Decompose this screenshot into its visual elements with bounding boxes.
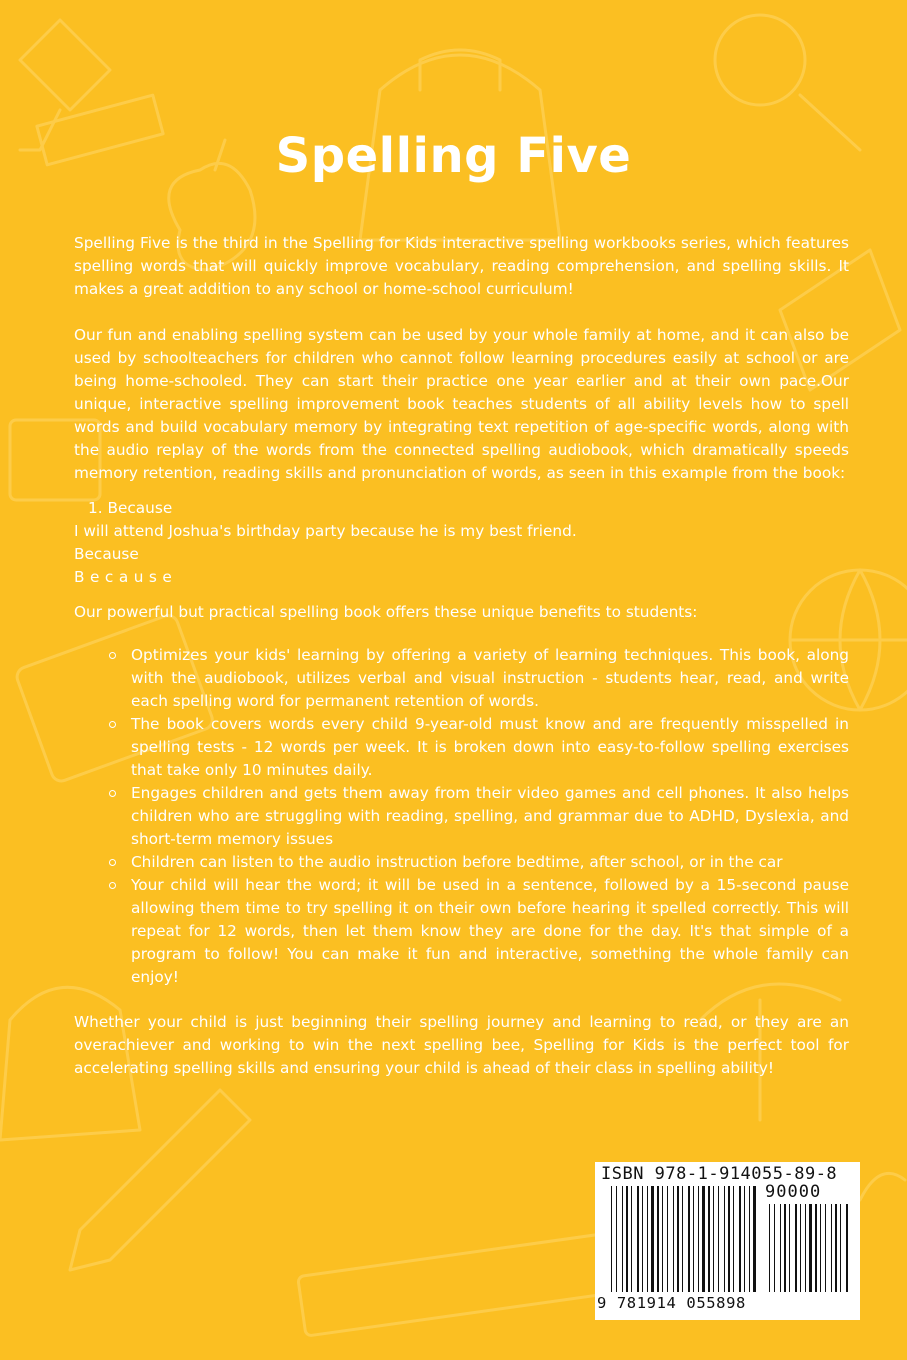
barcode-bar [677,1186,679,1292]
barcode-bar [728,1186,730,1292]
barcode-bar [753,1186,756,1292]
spelling-example [74,497,849,589]
barcode-bar [774,1204,775,1292]
barcode-bars [609,1186,849,1296]
barcode-bar [825,1204,826,1292]
barcode-bar [702,1186,705,1292]
barcode-bar [651,1186,654,1292]
barcode-bar [744,1186,745,1292]
barcode-bar [835,1204,837,1292]
benefits-intro: Our powerful but practical spelling book offers these unique benefits to students: [74,603,698,621]
barcode-bar [749,1186,750,1292]
system-paragraph: Our fun and enabling spelling system can be used by your whole family at home, and it can also be used by schoolteachers for children who cannot follow learning procedures easily at school or are being home-schooled. They can start their practice one year earlier and at their own pace.Our unique, interactive spelling improvement book teaches students of all ability levels how to spell words and build vocabulary memory by integrating text repetition of age-specific words, along with the audio replay of the words from the connected spelling audiobook, which dramatically speeds memory retention, reading skills and pronunciation of words, as seen in this example from the book: [74,326,849,482]
benefit-item: Optimizes your kids' learning by offering a variety of learning techniques. This book, along with the audiobook, utilizes verbal and visual instruction - students hear, read, and write each spelling word for permanent retention of words. [131,644,849,713]
barcode-bar [840,1204,841,1292]
barcode-bar [637,1186,639,1292]
barcode-bar [688,1186,690,1292]
barcode-bar [724,1186,725,1292]
closing-paragraph: Whether your child is just beginning their spelling journey and learning to read, or they are an overachiever and working to win the next spelling bee, Spelling for Kids is the perfect tool for accelerating spelling skills and ensuring your child is ahead of their class in spelling ability! [74,1013,849,1077]
barcode-bar [815,1204,817,1292]
barcode-bar [795,1204,797,1292]
pencil-doodle [70,1090,250,1270]
barcode-bar [809,1204,812,1292]
barcode-bar [718,1186,719,1292]
example-sentence: I will attend Joshua's birthday party because he is my best friend. [74,522,577,540]
barcode-bar [784,1204,786,1292]
barcode-bar [831,1204,832,1292]
example-word-line [74,497,849,520]
example-word: Because [107,499,173,517]
barcode-bar [631,1186,632,1292]
back-cover-text [74,232,849,1080]
barcode-bar [780,1204,781,1292]
barcode-bar [611,1186,612,1292]
book-title: Spelling Five [275,128,632,184]
barcode-bar [626,1186,628,1292]
barcode-bar [739,1186,741,1292]
benefits-list [74,644,849,989]
barcode-bar [708,1186,710,1292]
example-spelled: Because [74,568,178,586]
barcode-bar [713,1186,714,1292]
barcode-bar [673,1186,674,1292]
barcode-bar [805,1204,806,1292]
barcode-bar [622,1186,623,1292]
benefit-item: Your child will hear the word; it will be used in a sentence, followed by a 15-second pause allowing them time to try spelling it on their own before hearing it spelled correctly. This will repeat for 12 words, then let them know they are done for the day. It's that simple of a program to follow! You can make it fun and interactive, something the whole family can enjoy! [131,874,849,989]
barcode-bar [800,1204,801,1292]
example-number: 1. [88,499,103,517]
benefit-item: Engages children and gets them away from their video games and cell phones. It also helps children who are struggling with reading, spelling, and grammar due to ADHD, Dyslexia, and short-term memory issues [131,782,849,851]
barcode-bar [733,1186,734,1292]
barcode-bar [769,1204,770,1292]
barcode-bar [698,1186,699,1292]
benefit-item: The book covers words every child 9-year-old must know and are frequently misspelled in spelling tests - 12 words per week. It is broken down into easy-to-follow spelling exercises that take only 10 minutes daily. [131,713,849,782]
barcode-bar [682,1186,683,1292]
intro-paragraph: Spelling Five is the third in the Spelling for Kids interactive spelling workbooks series, which features spelling words that will quickly improve vocabulary, reading comprehension, and spelling skills. It makes a great addition to any school or home-school curriculum! [74,234,849,298]
barcode-bar [789,1204,790,1292]
ean-number: 9 781914 055898 [597,1294,746,1312]
barcode-bar [616,1186,617,1292]
benefit-item: Children can listen to the audio instruction before bedtime, after school, or in the car [131,851,849,874]
barcode-bar [667,1186,668,1292]
price-addon: 90000 [765,1182,822,1202]
barcode-bar [647,1186,648,1292]
barcode-bar [693,1186,694,1292]
magnifier-doodle [715,15,805,105]
isbn-label: ISBN 978-1-914055-89-8 [601,1164,838,1184]
barcode-bar [662,1186,663,1292]
isbn-barcode [595,1162,860,1320]
barcode-bar [657,1186,659,1292]
barcode-bar [642,1186,643,1292]
barcode-bar [820,1204,821,1292]
barcode-bar [846,1204,848,1292]
example-repeat: Because [74,545,139,563]
